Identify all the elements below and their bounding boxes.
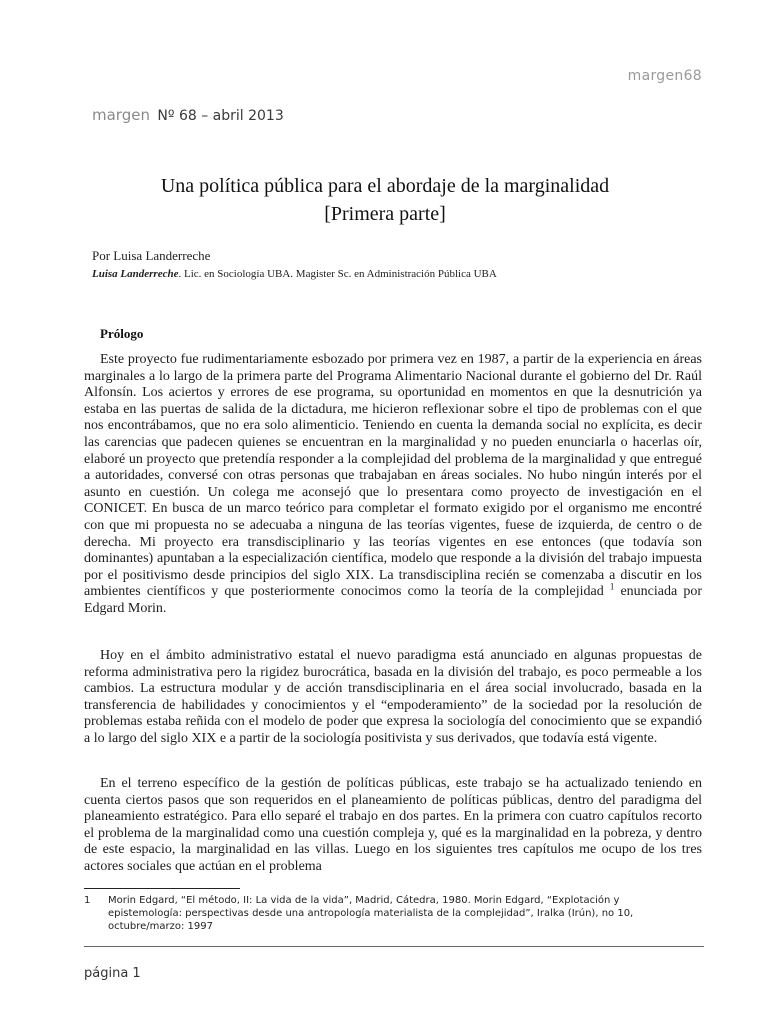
paragraph-1-text: Este proyecto fue rudimentariamente esbozado por primera vez en 1987, a partir de la experiencia en áreas marginales a lo largo de la primera parte del Programa Alimentario Nacional durante el gobierno del Dr. Raúl Alfonsín. Los aciertos y errores de ese programa, su oportunidad en momentos en que la desnutrición ya estaba en las puertas de salida de la dictadura, me hicieron reflexionar sobre el tipo de problemas con el que nos encontrábamos, que no era solo alimenticio. Teniendo en cuenta la demanda social no explícita, es decir las carencias que padecen quienes se encuentran en la marginalidad y no pueden enunciarla o hacerlas oír, elaboré un proyecto que pretendía responder a la complejidad del problema de la marginalidad y que entregué a autoridades, conversé con otras personas que trabajaban en áreas sociales. No hubo ningún interés por el asunto en cuestión. Un colega me aconsejó que lo presentara como proyecto de investigación en el CONICET. En busca de un marco teórico para completar el formato exigido por el organismo me encontré con que mi propuesta no se adecuaba a ninguna de las teorías vigentes, fuese de izquierda, de centro o de derecha. Mi proyecto era transdisciplinario y las teorías vigentes en ese entonces (que todavía son dominantes) apuntaban a la especialización científica, modelo que responde a la división del trabajo impuesta por el positivismo desde principios del siglo XIX. La transdisciplina recién se comenzaba a discutir en los ambientes científicos y que posteriormente conocimos como la teoría de la complejidad	[84, 352, 702, 600]
author-name: Luisa Landerreche	[92, 268, 179, 280]
page-number: página 1	[84, 966, 141, 981]
paragraph-3: En el terreno específico de la gestión de políticas públicas, este trabajo se ha actualizado teniendo en cuenta ciertos pasos que son requeridos en el planeamiento de políticas públicas, dentro del paradigma del planeamiento estratégico. Para ello separé el trabajo en dos partes. En la primera con cuatro capítulos recorto el problema de la marginalidad como una cuestión compleja y, qué es la marginalidad en la pobreza, y dentro de este espacio, la marginalidad en las villas. Luego en los siguientes tres capítulos me ocupo de los tres actores sociales que actúan en el problema	[84, 776, 702, 874]
article-title: Una política pública para el abordaje de la marginalidad	[160, 175, 610, 197]
section-heading: Prólogo	[100, 326, 144, 341]
running-header-brand: margen68	[627, 68, 702, 84]
issue-line	[92, 106, 284, 124]
paragraph-2: Hoy en el ámbito administrativo estatal el nuevo paradigma está anunciado en algunas propuestas de reforma administrativa pero la rigidez burocrática, basada en la división del trabajo, es poco permeable a los cambios. La estructura modular y de acción transdisciplinaria en el área social involucrado, basada en la transferencia de habilidades y conocimientos y el “empoderamiento” de la sociedad por la resolución de problemas estaba reñida con el modelo de poder que expresa la sociología del conocimiento que se expandió a lo largo del siglo XIX e a partir de la sociología positivista y sus derivados, que todavía está vigente.	[84, 648, 702, 746]
footer-divider	[84, 946, 704, 947]
author-credentials: . Lic. en Sociología UBA. Magister Sc. en Administración Pública UBA	[178, 268, 497, 280]
byline: Por Luisa Landerreche	[92, 248, 211, 263]
footnote-text: Morin Edgard, “El método, II: La vida de la vida”, Madrid, Cátedra, 1980. Morin Edgard, “Explotación y epistemología: perspectivas desde una antropología materialista de la complejidad”, Iralka (Irún), no 10, octubre/marzo: 1997	[108, 895, 634, 932]
paragraph-1-end: enunciada por Edgard Morin.	[84, 584, 702, 616]
issue-info: Nº 68 – abril 2013	[157, 108, 284, 124]
footnote-divider	[84, 888, 240, 889]
issue-brand: margen	[92, 106, 150, 124]
footnote-number: 1	[84, 895, 91, 906]
paragraph-1	[84, 352, 702, 618]
article-subtitle: [Primera parte]	[324, 203, 446, 225]
footnote-reference[interactable]: 1	[609, 581, 615, 592]
footnote	[84, 894, 684, 933]
author-affiliation	[92, 268, 497, 280]
